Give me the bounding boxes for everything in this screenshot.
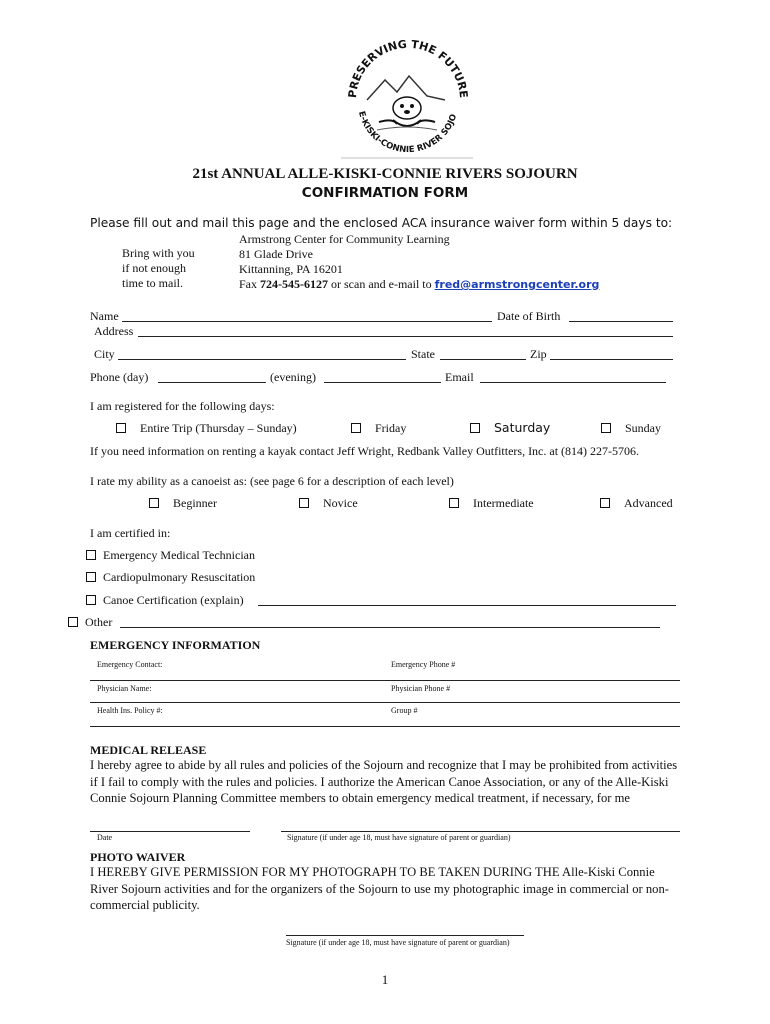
ability-beginner[interactable] (149, 496, 217, 511)
city-label: City (94, 347, 115, 361)
day-entire-trip[interactable] (116, 421, 297, 436)
day-option-label: Saturday (494, 420, 551, 435)
checkbox-icon[interactable] (470, 423, 480, 433)
sojourn-logo (337, 40, 477, 162)
instructions-text: Please fill out and mail this page and the enclosed ACA insurance waiver form within 5 days to: (90, 216, 673, 230)
cert-other-field[interactable] (120, 627, 660, 628)
medical-heading: MEDICAL RELEASE (90, 743, 207, 757)
emergency-contact-label: Emergency Contact: (97, 660, 163, 669)
medical-signature-field[interactable] (281, 831, 680, 832)
medical-text: I hereby agree to abide by all rules and policies of the Sojourn and recognize that I may be prohibited from activities if I fail to comply with the rules and policies. I authorize the American Canoe Association, or any of the Alle-Kiski Connie Sojourn Planning Committee members to obtain emergency medical treatment, if necessary, for me (90, 758, 678, 805)
address-line: Kittanning, PA 16201 (239, 262, 343, 276)
cert-canoe-explain-field[interactable] (258, 605, 676, 606)
cert-option-label: Canoe Certification (explain) (103, 593, 244, 607)
city-field[interactable] (118, 359, 406, 360)
photo-text: I HEREBY GIVE PERMISSION FOR MY PHOTOGRAPH TO BE TAKEN DURING THE Alle-Kiski Connie River Sojourn activities and for the organizers of the Sojourn to use my photographic image in commercial or non-commercial publicity. (90, 865, 669, 912)
email-field[interactable] (480, 382, 666, 383)
checkbox-icon[interactable] (351, 423, 361, 433)
address-line: 81 Glade Drive (239, 247, 313, 261)
side-note-line: if not enough (122, 261, 186, 275)
svg-text:PRESERVING THE FUTURE: PRESERVING THE FUTURE (345, 40, 471, 99)
emergency-phone-label: Emergency Phone # (391, 660, 456, 669)
medical-date-field[interactable] (90, 831, 250, 832)
group-label: Group # (391, 706, 418, 715)
cert-emt[interactable] (86, 548, 255, 563)
day-option-label: Sunday (625, 421, 661, 435)
name-label: Name (90, 309, 119, 323)
checkbox-icon[interactable] (449, 498, 459, 508)
day-sunday[interactable] (601, 421, 661, 436)
checkbox-icon[interactable] (86, 595, 96, 605)
policy-label: Health Ins. Policy #: (97, 706, 163, 715)
kayak-info: If you need information on renting a kayak contact Jeff Wright, Redbank Valley Outfitters, Inc. at (814) 227-5706. (90, 444, 640, 458)
medical-date-label: Date (97, 833, 113, 842)
day-saturday[interactable] (470, 420, 550, 435)
photo-signature-field[interactable] (286, 935, 524, 936)
ability-intermediate[interactable] (449, 496, 534, 511)
dob-label: Date of Birth (497, 309, 561, 323)
fax-suffix: or scan and e-mail to (328, 277, 435, 291)
ability-novice[interactable] (299, 496, 358, 511)
photo-signature-label: Signature (if under age 18, must have signature of parent or guardian) (286, 938, 510, 947)
checkbox-icon[interactable] (68, 617, 78, 627)
address-label: Address (94, 324, 134, 338)
days-prompt: I am registered for the following days: (90, 399, 275, 413)
state-field[interactable] (440, 359, 526, 360)
checkbox-icon[interactable] (86, 550, 96, 560)
emergency-heading: EMERGENCY INFORMATION (90, 638, 261, 652)
day-option-label: Entire Trip (Thursday – Sunday) (140, 421, 297, 435)
checkbox-icon[interactable] (149, 498, 159, 508)
photo-heading: PHOTO WAIVER (90, 850, 186, 864)
side-note-line: time to mail. (122, 276, 183, 290)
fax-line (239, 277, 599, 292)
page-number: 1 (381, 972, 389, 987)
cert-canoe[interactable] (86, 593, 244, 608)
medical-signature-label: Signature (if under age 18, must have signature of parent or guardian) (287, 833, 511, 842)
emergency-contact-field[interactable] (90, 680, 680, 681)
cert-option-label: Emergency Medical Technician (103, 548, 255, 562)
checkbox-icon[interactable] (299, 498, 309, 508)
day-friday[interactable] (351, 421, 406, 436)
form-title: 21st ANNUAL ALLE-KISKI-CONNIE RIVERS SOJOURN (192, 166, 578, 182)
cert-option-label: Other (85, 615, 113, 629)
fax-number: 724-545-6127 (260, 277, 328, 291)
dob-field[interactable] (569, 321, 673, 322)
day-option-label: Friday (375, 421, 407, 435)
evening-label: (evening) (270, 370, 316, 384)
ability-option-label: Beginner (173, 496, 217, 510)
ability-option-label: Advanced (624, 496, 673, 510)
zip-label: Zip (530, 347, 547, 361)
cert-option-label: Cardiopulmonary Resuscitation (103, 570, 256, 584)
fax-prefix: Fax (239, 277, 260, 291)
checkbox-icon[interactable] (600, 498, 610, 508)
svg-text:ALLE-KISKI-CONNIE RIVER SOJOUR: E-KISKI-CONNIE RIVER SOJO (356, 110, 460, 156)
ability-option-label: Intermediate (473, 496, 534, 510)
checkbox-icon[interactable] (601, 423, 611, 433)
address-field[interactable] (138, 336, 673, 337)
ability-advanced[interactable] (600, 496, 673, 511)
physician-label: Physician Name: (97, 684, 152, 693)
policy-field[interactable] (90, 726, 680, 727)
zip-field[interactable] (550, 359, 673, 360)
checkbox-icon[interactable] (116, 423, 126, 433)
state-label: State (411, 347, 435, 361)
certified-prompt: I am certified in: (90, 526, 171, 540)
cert-other[interactable] (68, 615, 112, 630)
side-note (122, 246, 195, 291)
ability-option-label: Novice (323, 496, 358, 510)
address-line: Armstrong Center for Community Learning (239, 232, 450, 246)
email-link[interactable]: fred@armstrongcenter.org (434, 278, 600, 291)
cert-cpr[interactable] (86, 570, 255, 585)
physician-phone-label: Physician Phone # (391, 684, 451, 693)
phone-evening-field[interactable] (324, 382, 441, 383)
checkbox-icon[interactable] (86, 572, 96, 582)
side-note-line: Bring with you (122, 246, 195, 260)
physician-field[interactable] (90, 702, 680, 703)
name-field[interactable] (122, 321, 492, 322)
email-label: Email (445, 370, 474, 384)
mailing-address (239, 232, 599, 292)
ability-prompt: I rate my ability as a canoeist as: (see page 6 for a description of each level) (90, 474, 454, 488)
phone-day-field[interactable] (158, 382, 266, 383)
phone-day-label: Phone (day) (90, 370, 149, 384)
form-subtitle: CONFIRMATION FORM (301, 185, 469, 201)
